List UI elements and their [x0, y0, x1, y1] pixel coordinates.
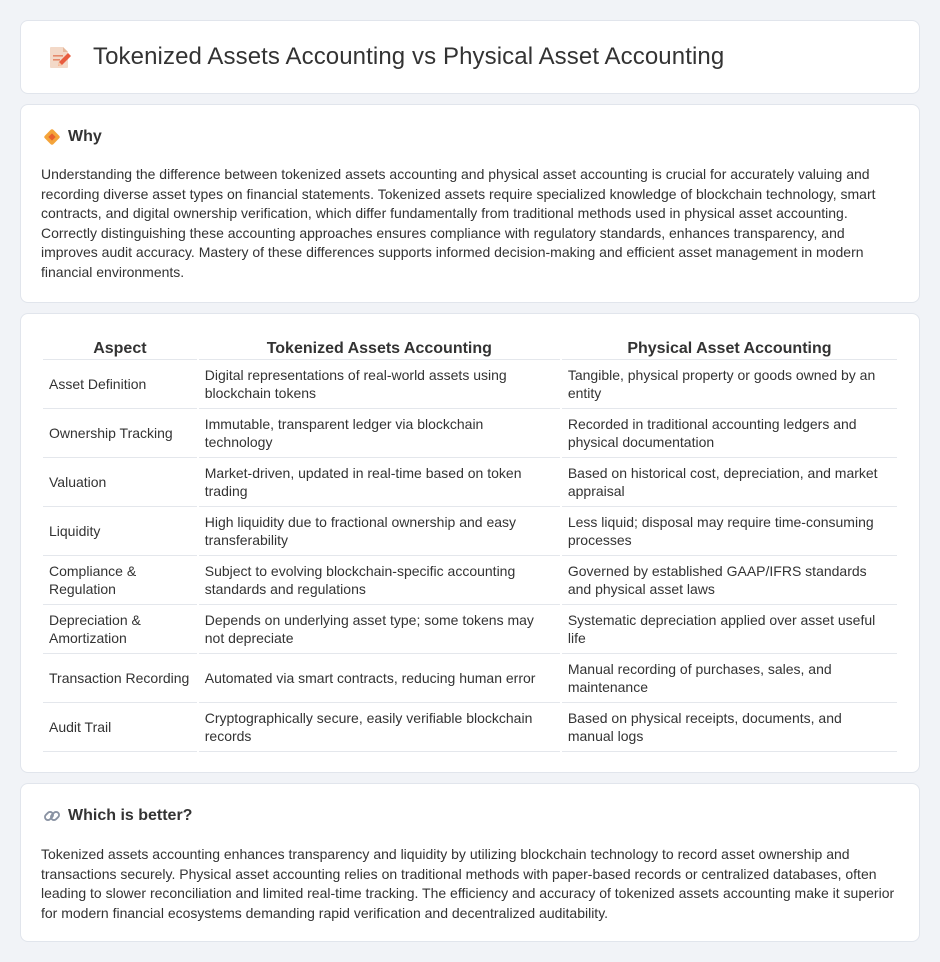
why-heading: Why [68, 128, 102, 145]
column-header-physical: Physical Asset Accounting [562, 334, 897, 360]
better-text: Tokenized assets accounting enhances transparency and liquidity by utilizing blockchain technology to record asset ownership and transactions securely. Physical asset accounting relies on traditional methods with paper-based records or centralized databases, often leading to slower reconciliation and limited real-time tracking. The efficiency and accuracy of tokenized assets accounting make it superior for modern financial ecosystems demanding rapid verification and decentralized auditability. [41, 846, 895, 921]
physical-cell: Systematic depreciation applied over asset useful life [562, 605, 897, 654]
table-row [43, 556, 897, 605]
table-row [43, 605, 897, 654]
tokenized-cell: Subject to evolving blockchain-specific accounting standards and regulations [199, 556, 560, 605]
why-heading-row [43, 128, 102, 146]
aspect-cell: Liquidity [43, 507, 197, 556]
physical-cell: Governed by established GAAP/IFRS standards and physical asset laws [562, 556, 897, 605]
diamond-sign-icon [43, 128, 61, 146]
aspect-cell: Compliance & Regulation [43, 556, 197, 605]
aspect-cell: Transaction Recording [43, 654, 197, 703]
physical-cell: Recorded in traditional accounting ledgers and physical documentation [562, 409, 897, 458]
tokenized-cell: Cryptographically secure, easily verifiable blockchain records [199, 703, 560, 752]
column-header-aspect: Aspect [43, 334, 197, 360]
aspect-cell: Asset Definition [43, 360, 197, 409]
title-card [20, 20, 920, 94]
aspect-cell: Ownership Tracking [43, 409, 197, 458]
table-row [43, 409, 897, 458]
aspect-cell: Depreciation & Amortization [43, 605, 197, 654]
aspect-cell: Valuation [43, 458, 197, 507]
comparison-table [41, 334, 899, 752]
column-header-tokenized: Tokenized Assets Accounting [199, 334, 560, 360]
table-row [43, 654, 897, 703]
physical-cell: Tangible, physical property or goods owned by an entity [562, 360, 897, 409]
physical-cell: Less liquid; disposal may require time-consuming processes [562, 507, 897, 556]
physical-cell: Manual recording of purchases, sales, and maintenance [562, 654, 897, 703]
better-heading: Which is better? [68, 807, 193, 824]
tokenized-cell: High liquidity due to fractional ownership and easy transferability [199, 507, 560, 556]
why-text: Understanding the difference between tokenized assets accounting and physical asset accounting is crucial for accurately valuing and recording diverse asset types on financial statements. Tokenized assets require specialized knowledge of blockchain technology, smart contracts, and digital ownership verification, which differ fundamentally from traditional methods used in physical asset accounting. Correctly distinguishing these accounting approaches ensures compliance with regulatory standards, enhances transparency, and improves audit accuracy. Mastery of these differences supports informed decision-making and efficient asset management in modern financial environments. [41, 166, 876, 280]
table-row [43, 703, 897, 752]
document-edit-icon [47, 44, 73, 70]
table-row [43, 507, 897, 556]
table-row [43, 458, 897, 507]
link-icon [43, 807, 61, 825]
table-header-row [43, 334, 897, 360]
table-row [43, 360, 897, 409]
tokenized-cell: Automated via smart contracts, reducing human error [199, 654, 560, 703]
tokenized-cell: Depends on underlying asset type; some tokens may not depreciate [199, 605, 560, 654]
why-section [20, 104, 920, 303]
page-title: Tokenized Assets Accounting vs Physical Asset Accounting [93, 43, 725, 70]
better-heading-row [43, 807, 192, 825]
comparison-table-card [20, 313, 920, 773]
tokenized-cell: Immutable, transparent ledger via blockchain technology [199, 409, 560, 458]
physical-cell: Based on historical cost, depreciation, and market appraisal [562, 458, 897, 507]
tokenized-cell: Market-driven, updated in real-time based on token trading [199, 458, 560, 507]
tokenized-cell: Digital representations of real-world assets using blockchain tokens [199, 360, 560, 409]
physical-cell: Based on physical receipts, documents, and manual logs [562, 703, 897, 752]
which-is-better-section [20, 783, 920, 942]
aspect-cell: Audit Trail [43, 703, 197, 752]
